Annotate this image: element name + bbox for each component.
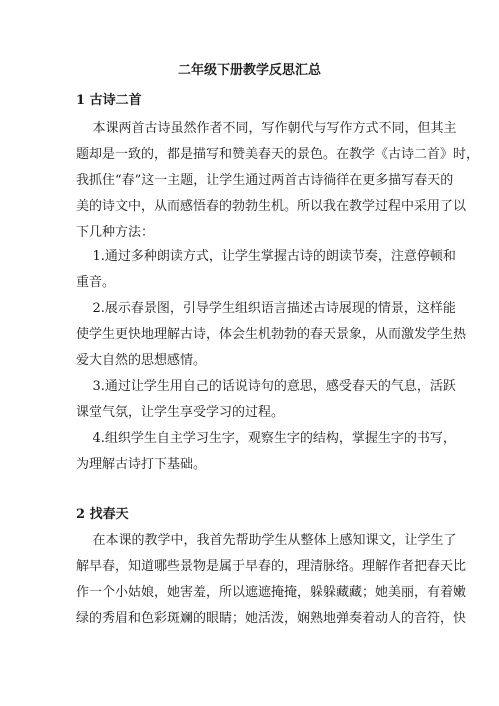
section-1-paragraph-4 xyxy=(76,374,456,426)
section-1-paragraph-3 xyxy=(76,296,467,374)
text-line: 题却是一致的，都是描写和赞美春天的景色。在教学《古诗二首》时， xyxy=(76,147,480,162)
text-line: 3.通过让学生用自己的话说诗句的意思，感受春天的气息，活跃 xyxy=(76,379,456,394)
text-line: 我抓住“春”这一主题，让学生通过两首古诗徜徉在更多描写春天的 xyxy=(76,173,454,188)
text-line: 本课两首古诗虽然作者不同，写作朝代与写作方式不同，但其主 xyxy=(76,121,457,136)
section-2-paragraph-1 xyxy=(76,528,467,632)
text-line: 使学生更快地理解古诗，体会生机勃勃的春天景象，从而激发学生热 xyxy=(76,327,467,342)
text-line: 美的诗文中，从而感悟春的勃勃生机。所以我在教学过程中采用了以 xyxy=(76,199,467,214)
text-line: 爱大自然的思想感情。 xyxy=(76,353,207,368)
text-line: 绿的秀眉和色彩斑斓的眼睛；她活泼，娴熟地弹奏着动人的音符，快 xyxy=(76,611,467,626)
section-1-paragraph-5 xyxy=(76,426,456,478)
section-1-paragraph-1 xyxy=(76,116,480,246)
text-line: 作一个小姑娘，她害羞，所以遮遮掩掩，躲躲藏藏；她美丽，有着嫩 xyxy=(76,585,467,600)
text-line: 2.展示春景图，引导学生组织语言描述古诗展现的情景，这样能 xyxy=(76,301,456,316)
text-line: 1.通过多种朗读方式，让学生掌握古诗的朗读节奏，注意停顿和 xyxy=(76,249,456,264)
text-line: 为理解古诗打下基础。 xyxy=(76,457,207,472)
text-line: 课堂气氛，让学生享受学习的过程。 xyxy=(76,405,285,420)
section-1-paragraph-2 xyxy=(76,244,456,296)
text-line: 4.组织学生自主学习生字，观察生字的结构，掌握生字的书写， xyxy=(76,431,456,446)
text-line: 下几种方法： xyxy=(76,225,155,240)
text-line: 重音。 xyxy=(76,275,116,290)
section-1-heading: 1 古诗二首 xyxy=(76,93,142,108)
document-title: 二年级下册教学反思汇总 xyxy=(177,63,321,78)
text-line: 在本课的教学中，我首先帮助学生从整体上感知课文，让学生了 xyxy=(76,533,457,548)
section-2-heading: 2 找春天 xyxy=(76,507,129,522)
text-line: 解早春，知道哪些景物是属于早春的，理清脉络。理解作者把春天比 xyxy=(76,559,467,574)
